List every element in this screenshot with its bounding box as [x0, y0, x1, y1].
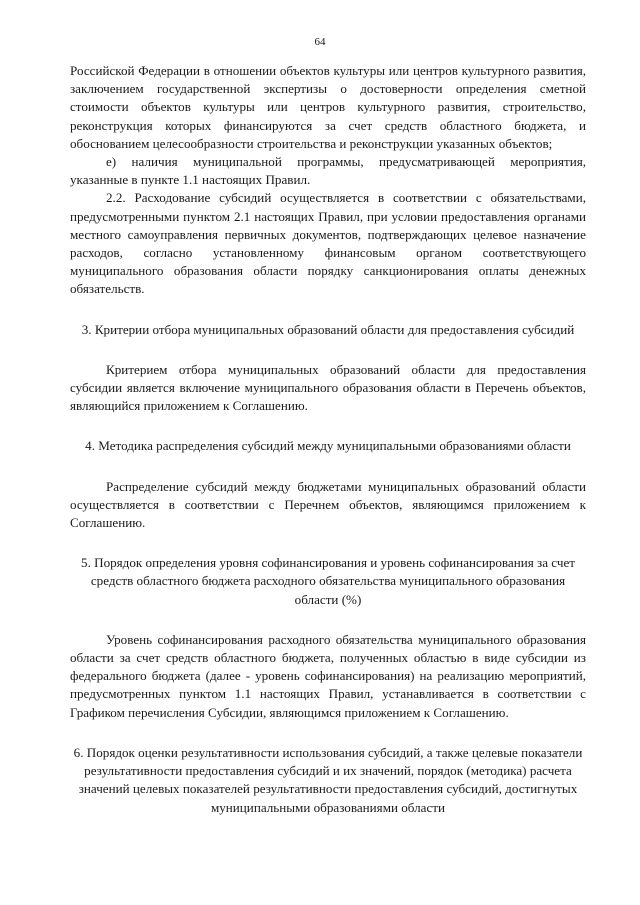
- paragraph-distribution: Распределение субсидий между бюджетами муниципальных образований области осуществляется в соответствии с Перечнем объектов, являющимся приложением к Соглашению.: [70, 478, 586, 531]
- paragraph-culture-objects: Российской Федерации в отношении объектов культуры или центров культурного развития, заключением государственной экспертизы о достоверности определения сметной стоимости объектов культуры или центров культурного развития, строительство, реконструкция которых финансируются за счет средств областного бюджета, и обоснованием целесообразности строительства и реконструкции указанных объектов;: [70, 63, 586, 151]
- paragraph-cofinancing-level: Уровень софинансирования расходного обязательства муниципального образования области за счет средств областного бюджета, полученных областью в виде субсидии из федерального бюджета (далее - уровень софинансирования) на реализацию мероприятий, предусмотренных пунктом 1.1 настоящих Правил, устанавливается в соответствии с Графиком перечисления Субсидии, являющимся приложением к Соглашению.: [70, 631, 586, 720]
- section-heading-5: 5. Порядок определения уровня софинансирования и уровень софинансирования за счет средств областного бюджета расходного обязательства муниципального образования области (%): [81, 555, 575, 607]
- section-heading-3: 3. Критерии отбора муниципальных образований области для предоставления субсидий: [81, 321, 575, 337]
- paragraph-subsidy-spending: 2.2. Расходование субсидий осуществляется в соответствии с обязательствами, предусмотренными пунктом 2.1 настоящих Правил, при условии предоставления органами местного самоуправления первичных документов, подтверждающих целевое назначение расходов, согласно установленному финансовым органом соответствующего муниципального образования области порядку санкционирования оплаты денежных обязательств.: [70, 190, 586, 297]
- document-body: [70, 62, 586, 817]
- section-heading-6: 6. Порядок оценки результативности использования субсидий, а также целевые показатели результативности предоставления субсидий и их значений, порядок (методика) расчета значений целевых показателей результативности предоставления субсидий, достигнутых муниципальными образованиями области: [73, 744, 583, 815]
- section-heading-4: 4. Методика распределения субсидий между муниципальными образованиями области: [85, 438, 571, 454]
- page-number: 64: [314, 36, 326, 48]
- paragraph-municipal-program: е) наличия муниципальной программы, предусматривающей мероприятия, указанные в пункте 1.1 настоящих Правил.: [70, 154, 586, 188]
- paragraph-selection-criterion: Критерием отбора муниципальных образований области для предоставления субсидии является включение муниципального образования области в Перечень объектов, являющийся приложением к Соглашению.: [70, 361, 586, 414]
